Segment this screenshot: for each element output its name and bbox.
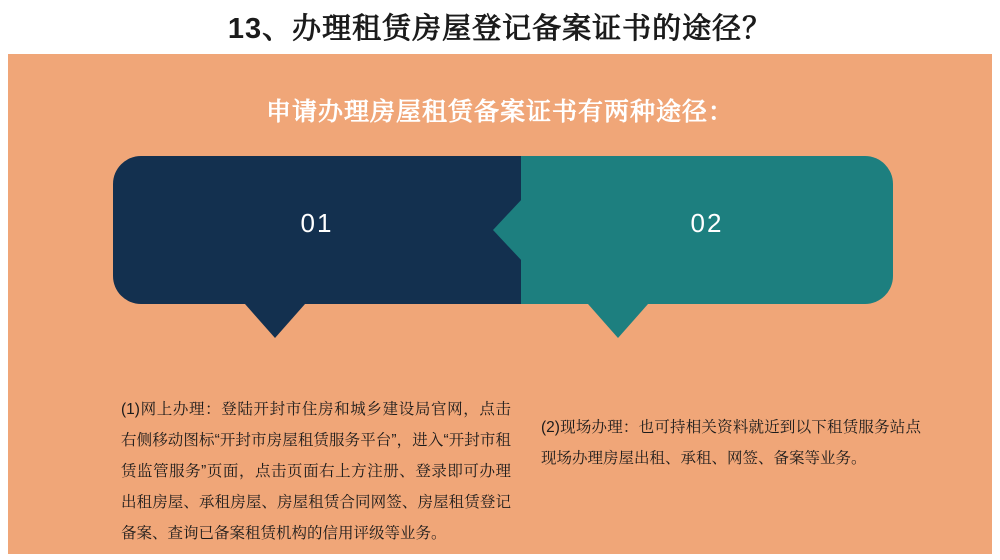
step-number-02: 02 xyxy=(690,208,724,238)
content-panel xyxy=(8,54,992,554)
title-bar xyxy=(0,0,1000,52)
step-description-02: (2)现场办理：也可持相关资料就近到以下租赁服务站点现场办理房屋出租、承租、网签、备案等业务。 xyxy=(541,419,921,467)
callout-pointer-02-icon xyxy=(588,304,648,338)
step-description-01: (1)网上办理：登陆开封市住房和城乡建设局官网，点击右侧移动图标“开封市房屋租赁服务平台”，进入“开封市租赁监管服务”页面，点击页面右上方注册、登录即可办理出租房屋、承租房屋、房屋租赁合同网签、房屋租赁登记备案、查询已备案租赁机构的信用评级等业务。 xyxy=(121,401,511,542)
step-number-01: 01 xyxy=(300,208,334,238)
callout-pointer-01-icon xyxy=(245,304,305,338)
steps-banner xyxy=(113,156,893,304)
panel-subtitle: 申请办理房屋租赁备案证书有两种途径： xyxy=(265,98,734,126)
page-title: 13、办理租赁房屋登记备案证书的途径？ xyxy=(227,12,773,45)
